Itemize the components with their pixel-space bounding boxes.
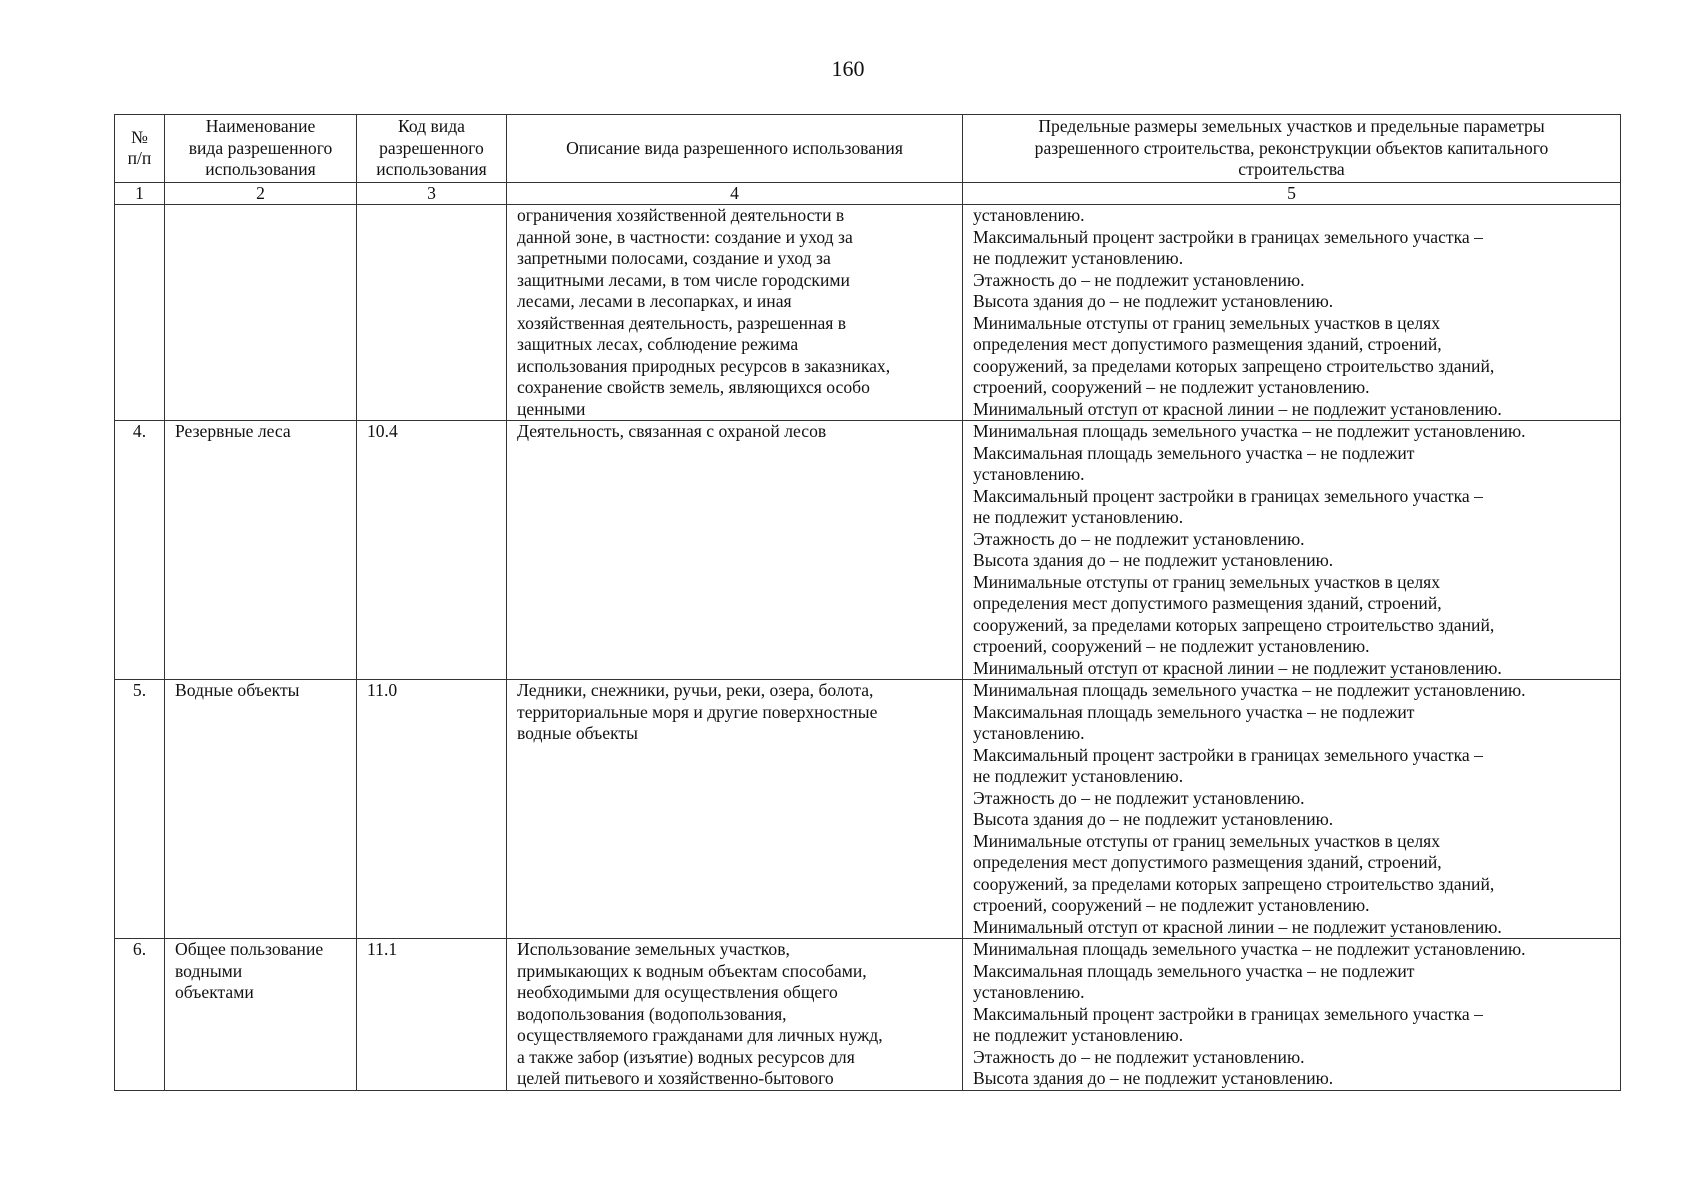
- row-number: 4.: [115, 421, 165, 680]
- table-row: [115, 939, 1621, 1091]
- use-code: 11.1: [357, 939, 507, 1091]
- column-number: 3: [357, 182, 507, 205]
- column-number: 4: [507, 182, 963, 205]
- header-number: № п/п: [115, 115, 165, 183]
- row-number: 6.: [115, 939, 165, 1091]
- header-use-code: Код вида разрешенного использования: [357, 115, 507, 183]
- column-number: 1: [115, 182, 165, 205]
- use-description: Использование земельных участков, примыкающих к водным объектам способами, необходимыми для осуществления общего водопользования (водопользования, осуществляемого гражданами для личных нужд, а также забор (изъятие) водных ресурсов для целей питьевого и хозяйственно-бытового: [507, 939, 963, 1091]
- header-use-name: Наименование вида разрешенного использования: [165, 115, 357, 183]
- header-limit-parameters: Предельные размеры земельных участков и предельные параметры разрешенного строительства, реконструкции объектов капитального строительства: [963, 115, 1621, 183]
- use-code: [357, 205, 507, 421]
- column-number: 2: [165, 182, 357, 205]
- header-use-description: Описание вида разрешенного использования: [507, 115, 963, 183]
- row-number: [115, 205, 165, 421]
- use-description: ограничения хозяйственной деятельности в данной зоне, в частности: создание и уход за запретными полосами, создание и уход за защитными лесами, в том числе городскими лесами, лесами в лесопарках, и иная хозяйственная деятельность, разрешенная в защитных лесах, соблюдение режима использования природных ресурсов в заказниках, сохранение свойств земель, являющихся особо ценными: [507, 205, 963, 421]
- limit-parameters: Минимальная площадь земельного участка – не подлежит установлению. Максимальная площадь земельного участка – не подлежит установлению. Максимальный процент застройки в границах земельного участка – не подлежит установлению. Этажность до – не подлежит установлению. Высота здания до – не подлежит установлению.: [963, 939, 1621, 1091]
- limit-parameters: Минимальная площадь земельного участка – не подлежит установлению. Максимальная площадь земельного участка – не подлежит установлению. Максимальный процент застройки в границах земельного участка – не подлежит установлению. Этажность до – не подлежит установлению. Высота здания до – не подлежит установлению. Минимальные отступы от границ земельных участков в целях определения мест допустимого размещения зданий, строений, сооружений, за пределами которых запрещено строительство зданий, строений, сооружений – не подлежит установлению. Минимальный отступ от красной линии – не подлежит установлению.: [963, 421, 1621, 680]
- page-number: 160: [831, 56, 865, 81]
- column-number: 5: [963, 182, 1621, 205]
- column-number-row: [115, 182, 1621, 205]
- table-row: [115, 680, 1621, 939]
- use-description: Деятельность, связанная с охраной лесов: [507, 421, 963, 680]
- row-number: 5.: [115, 680, 165, 939]
- table-row: [115, 205, 1621, 421]
- use-description: Ледники, снежники, ручьи, реки, озера, болота, территориальные моря и другие поверхностные водные объекты: [507, 680, 963, 939]
- table-row: [115, 421, 1621, 680]
- use-name: Общее пользование водными объектами: [165, 939, 357, 1091]
- table-header-row: [115, 115, 1621, 183]
- limit-parameters: Минимальная площадь земельного участка – не подлежит установлению. Максимальная площадь земельного участка – не подлежит установлению. Максимальный процент застройки в границах земельного участка – не подлежит установлению. Этажность до – не подлежит установлению. Высота здания до – не подлежит установлению. Минимальные отступы от границ земельных участков в целях определения мест допустимого размещения зданий, строений, сооружений, за пределами которых запрещено строительство зданий, строений, сооружений – не подлежит установлению. Минимальный отступ от красной линии – не подлежит установлению.: [963, 680, 1621, 939]
- use-code: 11.0: [357, 680, 507, 939]
- use-name: Резервные леса: [165, 421, 357, 680]
- use-code: 10.4: [357, 421, 507, 680]
- use-name: [165, 205, 357, 421]
- land-use-table: [114, 114, 1621, 1091]
- limit-parameters: установлению. Максимальный процент застройки в границах земельного участка – не подлежит установлению. Этажность до – не подлежит установлению. Высота здания до – не подлежит установлению. Минимальные отступы от границ земельных участков в целях определения мест допустимого размещения зданий, строений, сооружений, за пределами которых запрещено строительство зданий, строений, сооружений – не подлежит установлению. Минимальный отступ от красной линии – не подлежит установлению.: [963, 205, 1621, 421]
- use-name: Водные объекты: [165, 680, 357, 939]
